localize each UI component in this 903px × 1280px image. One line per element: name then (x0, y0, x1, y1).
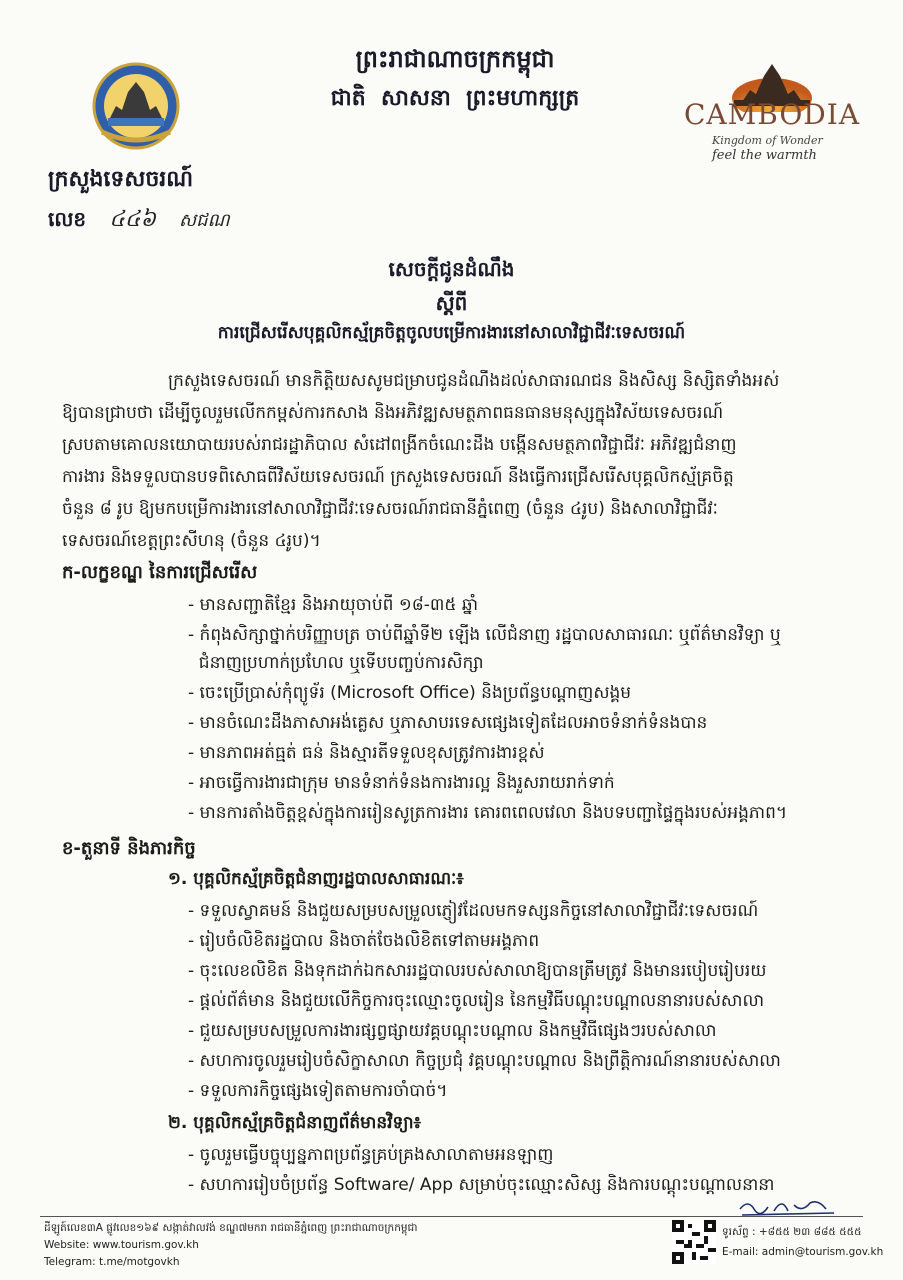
initials-signature (738, 1195, 838, 1217)
footer-address: ដីឡូត៍លេខ៣A ផ្លូវលេខ១៦៩ សង្កាត់វាលវង់ ខណ្ឌ៧មករា រាជធានីភ្នំពេញ ព្រះរាជាណាចក្រកម្ពុជា (44, 1222, 418, 1234)
reference-number (48, 205, 230, 237)
notice-subject: ការជ្រើសរើសបុគ្គលិកស្ម័គ្រចិត្តចូលបម្រើការងារនៅសាលាវិជ្ជាជីវៈទេសចរណ៍ (217, 323, 686, 343)
reference-handwritten-number: ៤៤៦ (109, 207, 156, 232)
intro-line-2: ឱ្យបានជ្រាបថា ដើម្បីចូលរួមលើកកម្ពស់ការកសាង និងអភិវឌ្ឍសមត្ថភាពធនធានមនុស្សក្នុងវិស័យទេសចរណ៍ (62, 403, 724, 423)
footer-website: Website: www.tourism.gov.kh (44, 1239, 199, 1251)
criteria-item: - ចេះប្រើប្រាស់កុំព្យូទ័រ (Microsoft Office) និងប្រព័ន្ធបណ្ដាញសង្គម (188, 683, 632, 703)
duty-item: - សហការចូលរួមរៀបចំសិក្ខាសាលា កិច្ចប្រជុំ វគ្គបណ្ដុះបណ្ដាល និងព្រឹត្តិការណ៍នានារបស់សាលា (188, 1051, 781, 1071)
criteria-item: - មានភាពអត់ធ្មត់ ធន់ និងស្មារតីទទួលខុសត្រូវការងារខ្ពស់ (188, 743, 545, 763)
cambodia-brand-logo (672, 52, 872, 172)
footer-telegram: Telegram: t.me/motgovkh (44, 1256, 180, 1268)
brand-tagline-wonder: Kingdom of Wonder (712, 134, 823, 147)
duty-item: - ជួយសម្របសម្រួលការងារផ្សព្វផ្សាយវគ្គបណ្ដុះបណ្ដាល និងកម្មវិធីផ្សេងៗរបស់សាលា (188, 1021, 717, 1041)
reference-code: សជណ (179, 210, 230, 231)
section-b-heading: ខ-តួនាទី និងភារកិច្ច (62, 838, 196, 859)
duty-item: - ចូលរួមធ្វើបច្ចុប្បន្នភាពប្រព័ន្ធគ្រប់គ្រងសាលាតាមអនឡាញ (188, 1145, 554, 1165)
reference-label: លេខ (48, 207, 87, 231)
intro-line-6: ទេសចរណ៍ខេត្តព្រះសីហនុ (ចំនួន ៤រូប)។ (62, 531, 321, 551)
ministry-name: ក្រសួងទេសចរណ៍ (48, 166, 194, 192)
intro-line-5: ចំនួន ៨ រូប ឱ្យមកបម្រើការងារនៅសាលាវិជ្ជាជីវៈទេសចរណ៍រាជធានីភ្នំពេញ (ចំនួន ៤រូប) និងសាលាវិជ្ជាជីវៈ (62, 499, 718, 519)
duty-item: - សហការរៀបចំប្រព័ន្ធ Software/ App សម្រាប់ចុះឈ្មោះសិស្ស និងការបណ្ដុះបណ្ដាលនានា (188, 1175, 775, 1195)
national-motto: ជាតិ សាសនា ព្រះមហាក្សត្រ (330, 85, 580, 111)
ministry-seal-logo (92, 62, 180, 150)
intro-line-3: ស្របតាមគោលនយោបាយរបស់រាជរដ្ឋាភិបាល សំដៅពង្រីកចំណេះដឹង បង្កើនសមត្ថភាពវិជ្ជាជីវៈ អភិវឌ្ឍជំនាញ (62, 435, 737, 455)
section-a-heading: ក-លក្ខខណ្ឌ នៃការជ្រើសរើស (62, 562, 258, 583)
kingdom-title: ព្រះរាជាណាចក្រកម្ពុជា (355, 44, 555, 73)
notice-subject-label: ស្ដីពី (435, 291, 468, 315)
duty-item: - ផ្ដល់ព័ត៌មាន និងជួយលើកិច្ចការចុះឈ្មោះចូលរៀន នៃកម្មវិធីបណ្ដុះបណ្ដាលនានារបស់សាលា (188, 991, 765, 1011)
duty-item: - ទទួលការកិច្ចផ្សេងទៀតតាមការចាំបាច់។ (188, 1081, 448, 1101)
brand-name: CAMBODIA (683, 98, 861, 131)
footer-phone: ទូរស័ព្ទ : +៨៥៥ ២៣ ៨៨៥ ៥៥៥ (722, 1226, 862, 1238)
role-1-heading: ១. បុគ្គលិកស្ម័គ្រចិត្តជំនាញរដ្ឋបាលសាធារណៈ៖ (168, 869, 464, 889)
footer-divider (40, 1216, 863, 1217)
duty-item: - ទទួលស្វាគមន៍ និងជួយសម្របសម្រួលភ្ញៀវដែលមកទស្សនកិច្ចនៅសាលាវិជ្ជាជីវៈទេសចរណ៍ (188, 901, 759, 921)
criteria-item: - មានចំណេះដឹងភាសាអង់គ្លេស ឬភាសាបរទេសផ្សេងទៀតដែលអាចទំនាក់ទំនងបាន (188, 713, 708, 733)
duty-item: - រៀបចំលិខិតរដ្ឋបាល និងចាត់ចែងលិខិតទៅតាមអង្គភាព (188, 931, 540, 951)
intro-line-4: ការងារ និងទទួលបានបទពិសោធពីវិស័យទេសចរណ៍ ក្រសួងទេសចរណ៍ នឹងធ្វើការជ្រើសរើសបុគ្គលិកស្ម័គ្រចិត្ត (62, 467, 734, 487)
criteria-item: - កំពុងសិក្សាថ្នាក់បរិញ្ញាបត្រ ចាប់ពីឆ្នាំទី២ ឡើង លើជំនាញ រដ្ឋបាលសាធារណៈ ឬព័ត៌មានវិទ្យា ឬ (188, 625, 781, 645)
brand-tagline-warmth: feel the warmth (712, 148, 817, 163)
criteria-item: ជំនាញប្រហាក់ប្រហែល ឬទើបបញ្ចប់ការសិក្សា (188, 653, 484, 673)
criteria-item: - អាចធ្វើការងារជាក្រុម មានទំនាក់ទំនងការងារល្អ និងរួសរាយរាក់ទាក់ (188, 773, 615, 793)
notice-title: សេចក្ដីជូនដំណឹង (388, 257, 515, 281)
qr-code (672, 1220, 716, 1264)
duty-item: - ចុះលេខលិខិត និងទុកដាក់ឯកសាររដ្ឋបាលរបស់សាលាឱ្យបានត្រឹមត្រូវ និងមានរបៀបរៀបរយ (188, 961, 767, 981)
footer-email: E-mail: admin@tourism.gov.kh (722, 1246, 884, 1258)
criteria-item: - មានការតាំងចិត្តខ្ពស់ក្នុងការរៀនសូត្រការងារ គោរពពេលវេលា និងបទបញ្ជាផ្ទៃក្នុងរបស់អង្គភាព។ (188, 803, 788, 823)
intro-line-1: ក្រសួងទេសចរណ៍ មានកិត្តិយសសូមជម្រាបជូនដំណឹងដល់សាធារណជន និងសិស្ស និស្សិតទាំងអស់ (168, 371, 780, 391)
role-2-heading: ២. បុគ្គលិកស្ម័គ្រចិត្តជំនាញព័ត៌មានវិទ្យា៖ (168, 1113, 422, 1133)
criteria-item: - មានសញ្ជាតិខ្មែរ និងអាយុចាប់ពី ១៨-៣៥ ឆ្នាំ (188, 595, 479, 615)
